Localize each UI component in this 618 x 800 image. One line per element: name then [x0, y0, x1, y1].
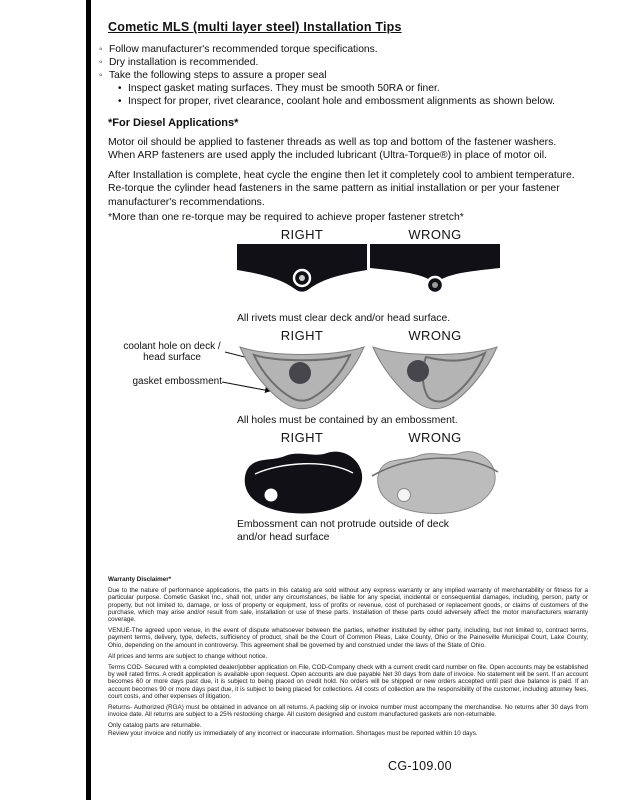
column-label-right: RIGHT — [280, 430, 324, 445]
installation-tips-list — [99, 43, 579, 108]
legal-paragraph: Due to the nature of performance applications, the parts in this catalog are sold without any express warranty or any implied warranty of merchantability or fitness for a particular purpose. Cometic Gasket Inc., shall not, under any circumstances, be liable for any special, incidental or consequential damages, including, person, party or property, but not limited to, damage, or loss of property or equipment, loss of profits or revenue, cost of purchased or replacement goods, or claims of customers of the purchase, which may arise and/or result from sale, installation or use of these parts. Installation of these parts could adversely affect the motor manufacturers warranty coverage. — [108, 587, 588, 624]
legal-paragraph: Returns- Authorized (RGA) must be obtained in advance on all returns. A packing slip or invoice number must accompany the merchandise. No returns after 30 days from invoice date. All returns are subject to a 25% restocking charge. All custom designed and custom manufactured gaskets are non-returnable. — [108, 704, 588, 719]
diesel-applications-heading: *For Diesel Applications* — [108, 117, 239, 129]
legal-section — [108, 576, 588, 741]
tip-text: Take the following steps to assure a proper seal — [109, 70, 327, 81]
diesel-paragraph-1: Motor oil should be applied to fastener threads as well as top and bottom of the fastener washers. When ARP fasteners are used apply the included lubricant (Ultra-Torque®) in place of motor oil. — [108, 137, 557, 162]
list-item — [118, 95, 579, 108]
coolant-hole-callout: coolant hole on deck / head surface — [123, 341, 221, 363]
diagram-protrude-right-image — [237, 446, 367, 516]
embossment-caption: All holes must be contained by an embossment. — [237, 415, 458, 426]
legal-paragraph: Only catalog parts are returnable. — [108, 722, 202, 730]
page-title: Cometic MLS (multi layer steel) Installation Tips — [108, 20, 402, 34]
diagram-embossment-right-image — [237, 343, 367, 411]
legal-paragraph: All prices and terms are subject to change without notice. — [108, 652, 268, 660]
list-item — [99, 43, 579, 56]
gasket-embossment-callout: gasket embossment — [132, 376, 222, 387]
page-code: CG-109.00 — [388, 759, 452, 773]
retorque-note: *More than one re-torque may be required to achieve proper fastener stretch* — [108, 212, 464, 223]
column-label-wrong: WRONG — [408, 328, 462, 343]
warranty-disclaimer-heading: Warranty Disclaimer* — [108, 576, 172, 583]
list-item — [99, 56, 579, 69]
legal-paragraph: VENUE-The agreed upon venue, in the event of dispute whatsoever between the parties, whether instituted by either party, including, but not limited to, contract terms, payment terms, delivery, type, defects, sufficiency of product, shall be the Court of Common Pleas, Lake County, Ohio or the Painesville Municipal Court, Lake County, Ohio, depending on the amount in controversy. This agreement shall be governed by and construed under the laws of the State of Ohio. — [108, 627, 588, 649]
diagram-rivet-wrong-image — [370, 244, 500, 310]
column-label-right: RIGHT — [280, 328, 324, 343]
tip-text: Inspect gasket mating surfaces. They must be smooth 50RA or finer. — [128, 83, 440, 94]
diagram-protrude-wrong-image — [370, 446, 500, 516]
tip-text: Dry installation is recommended. — [109, 57, 259, 68]
diesel-paragraph-2: After Installation is complete, heat cycle the engine then let it completely cool to ambient temperature. Re-torque the cylinder head fasteners in the same pattern as initial installation or per your fastener manufacturer's recommendations. — [108, 170, 575, 208]
tip-text: Follow manufacturer's recommended torque specifications. — [109, 44, 378, 55]
legal-paragraph: Terms COD- Secured with a completed dealer/jobber application on File, COD-Company check with a current credit card number on file. Open accounts may be established by well rated firms. A credit application is available upon request. Open accounts are due payable Net 30 days from date of invoice. No statement will be sent. If an account becomes 60 or more days past due, it is subject to being placed on credit hold. No orders will be shipped or new orders accepted until past due balance is paid. If an account becomes 90 or more days past due, it is subject to being placed for collections. All costs of collection are the responsibility of the customer, including attorney fees, court costs, and other expenses of litigation. — [108, 664, 588, 700]
page-edge-bar — [86, 0, 91, 800]
column-label-right: RIGHT — [280, 227, 324, 242]
rivet-caption: All rivets must clear deck and/or head surface. — [237, 313, 451, 324]
legal-paragraph: Review your invoice and notify us immediately of any incorrect or inaccurate information. Shortages must be reported within 10 days. — [108, 729, 478, 737]
protrude-caption: Embossment can not protrude outside of deck and/or head surface — [237, 519, 449, 543]
list-item — [99, 69, 579, 82]
diagram-rivet-right-image — [237, 244, 367, 310]
column-label-wrong: WRONG — [408, 430, 462, 445]
column-label-wrong: WRONG — [408, 227, 462, 242]
diagram-embossment-wrong-image — [370, 343, 500, 411]
tip-text: Inspect for proper, rivet clearance, coolant hole and embossment alignments as shown below. — [128, 96, 555, 107]
list-item — [118, 82, 579, 95]
